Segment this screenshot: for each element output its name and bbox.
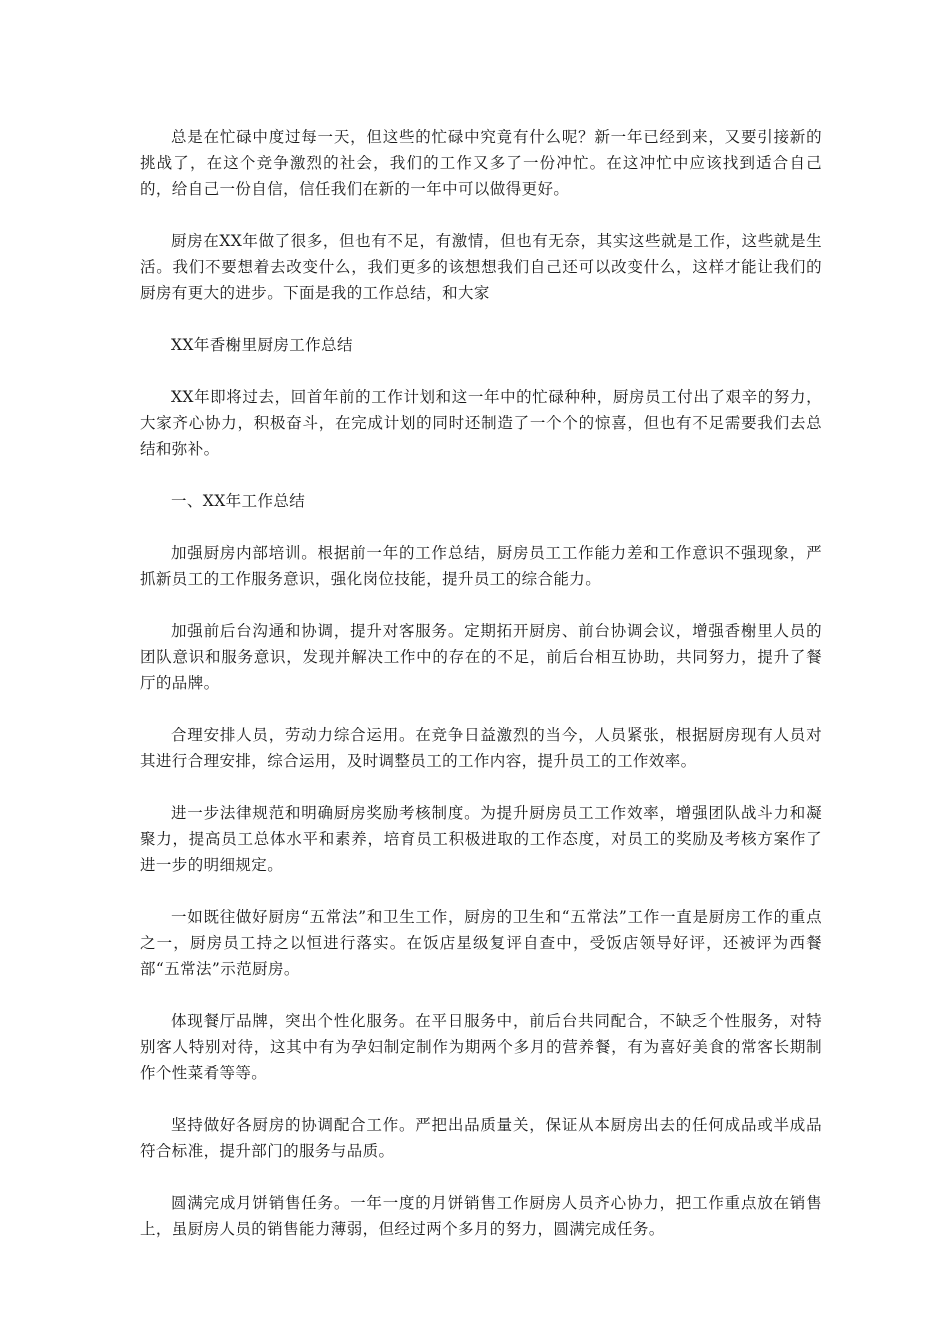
item-staffing: 合理安排人员，劳动力综合运用。在竞争日益激烈的当今，人员紧张，根据厨房现有人员对其进行合理安排，综合运用，及时调整员工的工作内容，提升员工的工作效率。 xyxy=(140,726,822,770)
item-incentives: 进一步法律规范和明确厨房奖励考核制度。为提升厨房员工工作效率，增强团队战斗力和凝聚力，提高员工总体水平和素养，培育员工积极进取的工作态度，对员工的奖励及考核方案作了进一步的明细规定。 xyxy=(140,804,822,874)
item-personalized-service: 体现餐厅品牌，突出个性化服务。在平日服务中，前后台共同配合，不缺乏个性服务，对特别客人特别对待，这其中有为孕妇制定制作为期两个多月的营养餐，有为喜好美食的常客长期制作个性菜肴等等。 xyxy=(140,1012,822,1082)
document-title: XX年香榭里厨房工作总结 xyxy=(171,336,353,354)
item-communication: 加强前后台沟通和协调，提升对客服务。定期拓开厨房、前台协调会议，增强香榭里人员的团队意识和服务意识，发现并解决工作中的存在的不足，前后台相互协助，共同努力，提升了餐厅的品牌。 xyxy=(140,622,822,692)
intro-paragraph-2: 厨房在XX年做了很多，但也有不足，有激情，但也有无奈，其实这些就是工作，这些就是生活。我们不要想着去改变什么，我们更多的该想想我们自己还可以改变什么，这样才能让我们的厨房有更大的进步。下面是我的工作总结，和大家 xyxy=(140,232,822,302)
document-page xyxy=(140,124,822,1268)
item-coordination: 坚持做好各厨房的协调配合工作。严把出品质量关，保证从本厨房出去的任何成品或半成品符合标准，提升部门的服务与品质。 xyxy=(140,1116,822,1160)
section-heading: 一、XX年工作总结 xyxy=(171,492,306,510)
item-training: 加强厨房内部培训。根据前一年的工作总结，厨房员工工作能力差和工作意识不强现象，严抓新员工的工作服务意识，强化岗位技能，提升员工的综合能力。 xyxy=(140,544,822,588)
item-hygiene: 一如既往做好厨房“五常法”和卫生工作，厨房的卫生和“五常法”工作一直是厨房工作的重点之一，厨房员工持之以恒进行落实。在饭店星级复评自查中，受饭店领导好评，还被评为西餐部“五常法”示范厨房。 xyxy=(140,908,822,978)
item-mooncake-sales: 圆满完成月饼销售任务。一年一度的月饼销售工作厨房人员齐心协力，把工作重点放在销售上，虽厨房人员的销售能力薄弱，但经过两个多月的努力，圆满完成任务。 xyxy=(140,1194,822,1238)
intro-paragraph: 总是在忙碌中度过每一天，但这些的忙碌中究竟有什么呢？新一年已经到来，又要引接新的挑战了，在这个竞争激烈的社会，我们的工作又多了一份冲忙。在这冲忙中应该找到适合自己的，给自己一份自信，信任我们在新的一年中可以做得更好。 xyxy=(140,128,822,198)
opening-paragraph: XX年即将过去，回首年前的工作计划和这一年中的忙碌种种，厨房员工付出了艰辛的努力，大家齐心协力，积极奋斗，在完成计划的同时还制造了一个个的惊喜，但也有不足需要我们去总结和弥补。 xyxy=(140,388,822,458)
